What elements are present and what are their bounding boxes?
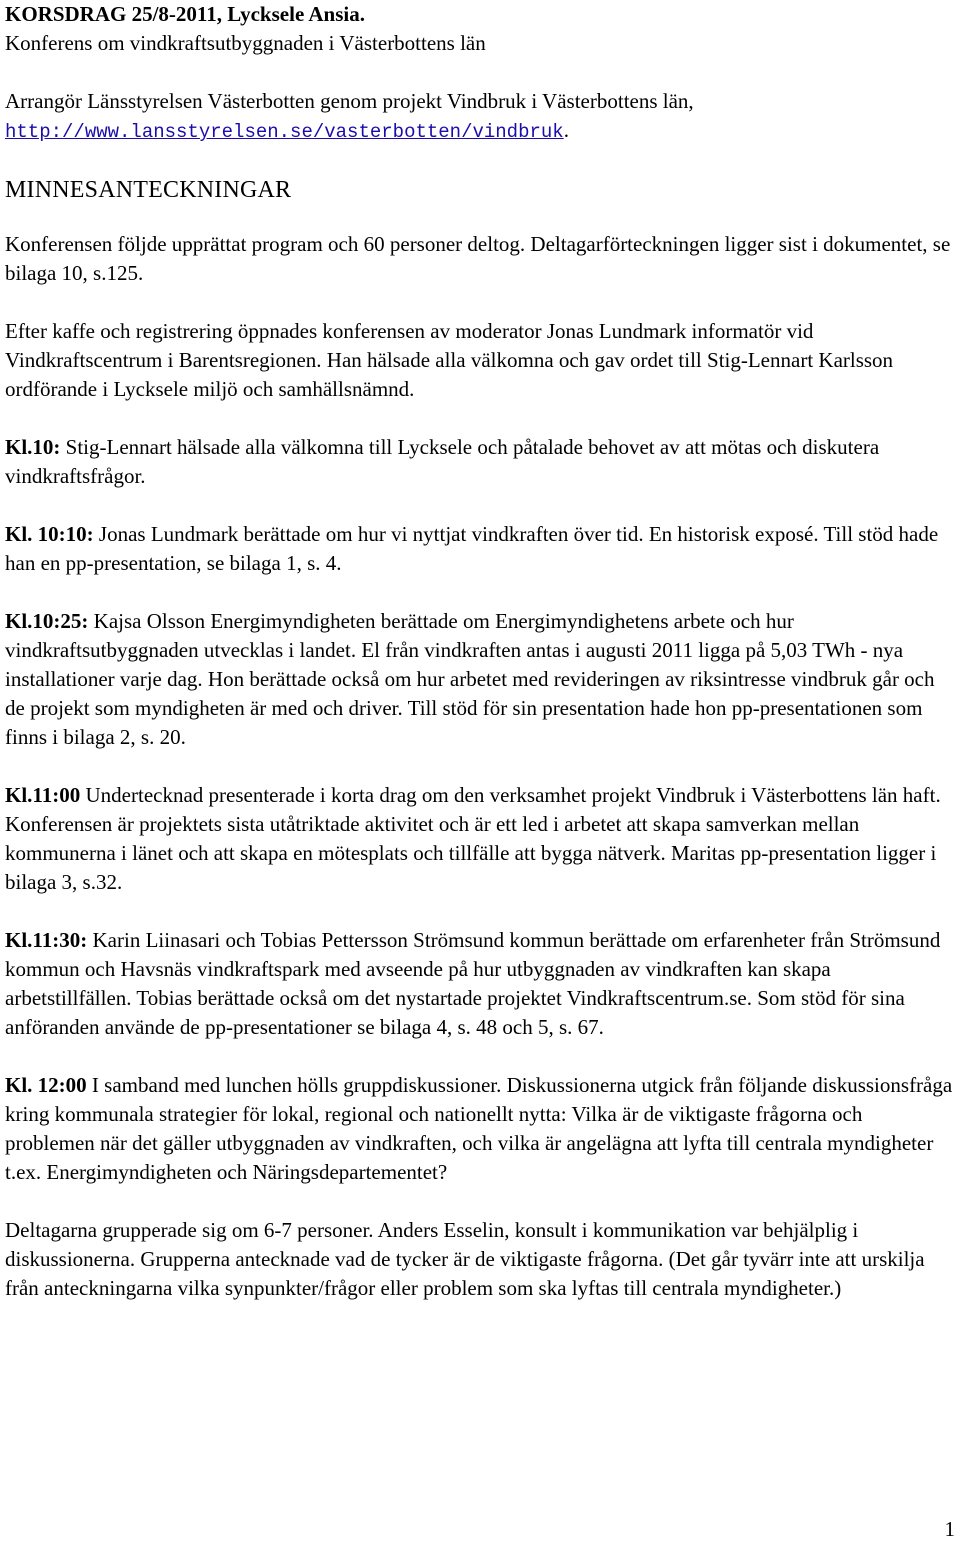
spacer xyxy=(5,1042,955,1071)
section-heading: MINNESANTECKNINGAR xyxy=(5,177,292,203)
time-label: Kl.11:30: xyxy=(5,928,88,952)
spacer xyxy=(5,897,955,926)
spacer xyxy=(5,147,955,176)
time-label: Kl.10:25: xyxy=(5,609,89,633)
paragraph-kl-1130 xyxy=(5,926,955,1042)
paragraph-intro: Konferensen följde upprättat program och 60 personer deltog. Deltagarförteckningen ligger sist i dokumentet, se bilaga 10, s.125. xyxy=(5,232,951,285)
spacer xyxy=(5,491,955,520)
spacer xyxy=(5,404,955,433)
spacer xyxy=(5,288,955,317)
organizer-link-suffix: . xyxy=(563,118,569,142)
paragraph-text: Stig-Lennart hälsade alla välkomna till Lycksele och påtalade behovet av att mötas och diskutera vindkraftsfrågor. xyxy=(5,435,880,488)
spacer xyxy=(5,752,955,781)
time-label: Kl. 12:00 xyxy=(5,1073,87,1097)
paragraph-text: Kajsa Olsson Energimyndigheten berättade om Energimyndighetens arbete och hur vindkraftsutbyggnaden utvecklas i landet. El från vindkraften antas i augusti 2011 ligga på 5,03 TWh - nya installationer varje dag. Hon berättade också om hur arbetet med revideringen av riksintresse vindbruk går och de projekt som myndigheten är med och driver. Till stöd för sin presentation hade hon pp-presentationen som finns i bilaga 2, s. 20. xyxy=(5,609,935,749)
document-subtitle: Konferens om vindkraftsutbyggnaden i Västerbottens län xyxy=(5,31,486,55)
time-label: Kl.10: xyxy=(5,435,61,459)
paragraph-text: Jonas Lundmark berättade om hur vi nyttjat vindkraften över tid. En historisk exposé. Till stöd hade han en pp-presentation, se bilaga 1, s. 4. xyxy=(5,522,939,575)
paragraph-text: Undertecknad presenterade i korta drag om den verksamhet projekt Vindbruk i Västerbottens län haft. Konferensen är projektets sista utåtriktade aktivitet och är ett led i arbetet att skapa samverkan mellan kommunerna i länet och att skapa en mötesplats och tillfälle att bygga nätverk. Maritas pp-presentation ligger i bilaga 3, s.32. xyxy=(5,783,941,894)
paragraph-groups: Deltagarna grupperade sig om 6-7 personer. Anders Esselin, konsult i kommunikation var behjälplig i diskussionerna. Grupperna antecknade vad de tycker är de viktigaste frågorna. (Det går tyvärr inte att urskilja från anteckningarna vilka synpunkter/frågor eller problem som ska lyftas till centrala myndigheter.) xyxy=(5,1218,925,1300)
paragraph-kl-1200 xyxy=(5,1071,955,1187)
organizer-link[interactable]: http://www.lansstyrelsen.se/vasterbotten/vindbruk xyxy=(5,121,564,143)
spacer xyxy=(5,1187,955,1216)
paragraph-kl-1025 xyxy=(5,607,955,752)
paragraph-kl-1000 xyxy=(5,433,955,491)
paragraph-text: Karin Liinasari och Tobias Pettersson Strömsund kommun berättade om erfarenheter från Strömsund kommun och Havsnäs vindkraftspark med avseende på hur utbyggnaden av vindkraften kan skapa arbetstillfällen. Tobias berättade också om det nystartade projektet Vindkraftscentrum.se. Som stöd för sina anföranden använde de pp-presentationer se bilaga 4, s. 48 och 5, s. 67. xyxy=(5,928,941,1039)
organizer-link-line xyxy=(5,116,955,147)
time-label: Kl.11:00 xyxy=(5,783,81,807)
time-label: Kl. 10:10: xyxy=(5,522,94,546)
page-number: 1 xyxy=(944,1517,955,1541)
paragraph-kl-1010 xyxy=(5,520,955,578)
organizer-text: Arrangör Länsstyrelsen Västerbotten genom projekt Vindbruk i Västerbottens län, xyxy=(5,89,694,113)
paragraph-text: I samband med lunchen hölls gruppdiskussioner. Diskussionerna utgick från följande diskussionsfråga kring kommunala strategier för lokal, regional och nationellt nytta: Vilka är de viktigaste frågorna och problemen när det gäller utbyggnaden av vindkraften, och vilka är angelägna att lyfta till centrala myndigheter t.ex. Energimyndigheten och Näringsdepartementet? xyxy=(5,1073,953,1184)
spacer xyxy=(5,58,955,87)
paragraph-kl-1100 xyxy=(5,781,955,897)
spacer xyxy=(5,205,955,230)
paragraph-opening: Efter kaffe och registrering öppnades konferensen av moderator Jonas Lundmark informatör vid Vindkraftscentrum i Barentsregionen. Han hälsade alla välkomna och gav ordet till Stig-Lennart Karlsson ordförande i Lycksele miljö och samhällsnämnd. xyxy=(5,319,894,401)
document-page xyxy=(5,0,955,1303)
document-title: KORSDRAG 25/8-2011, Lycksele Ansia. xyxy=(5,2,365,26)
spacer xyxy=(5,578,955,607)
